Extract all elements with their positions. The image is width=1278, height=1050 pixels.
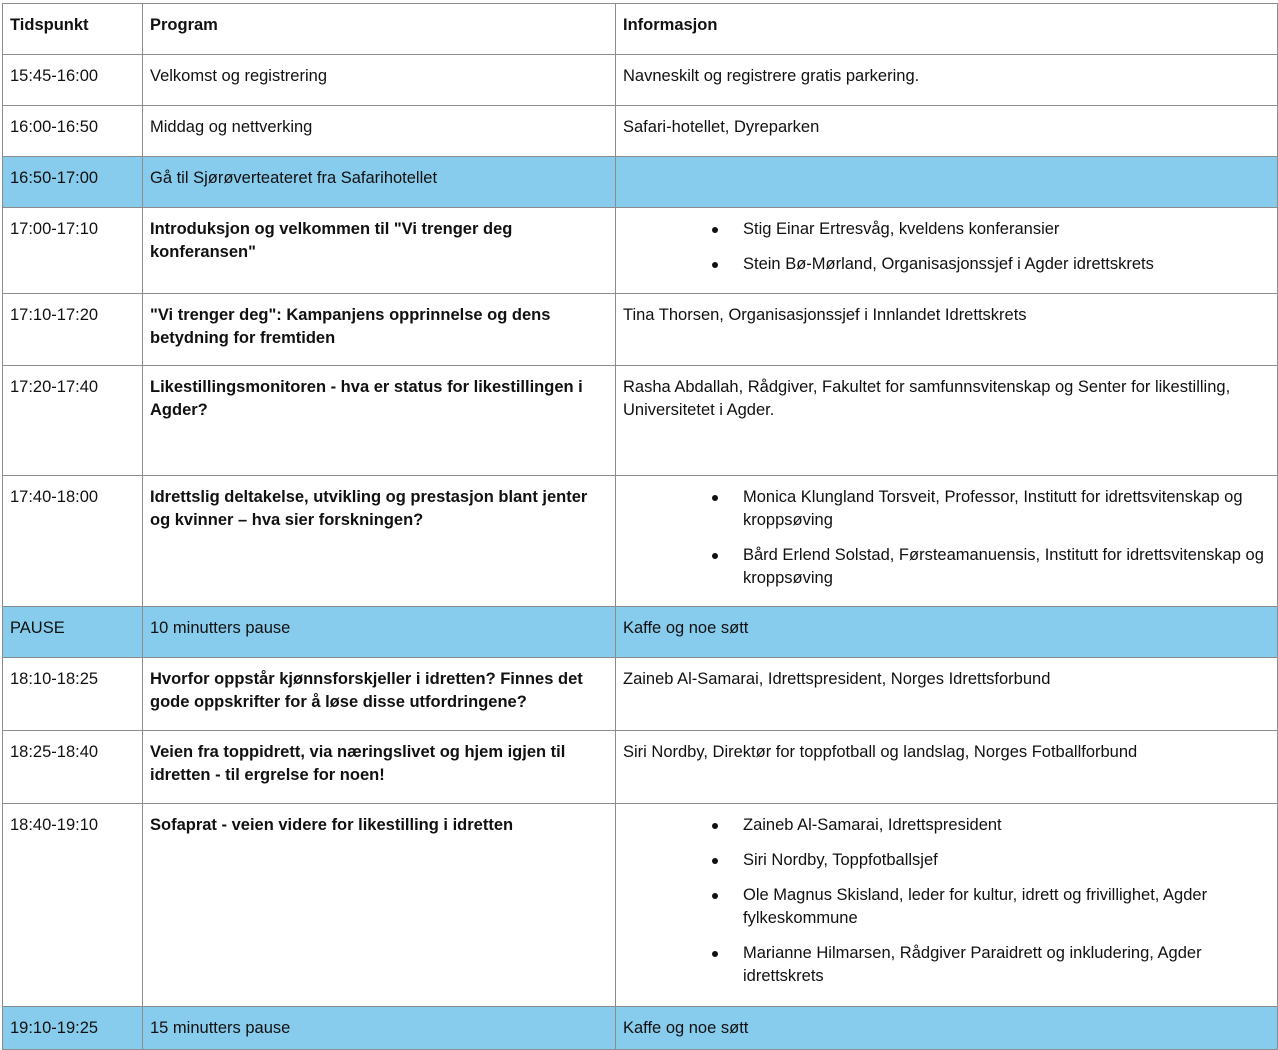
list-item: Stig Einar Ertresvåg, kveldens konferansier	[623, 218, 1270, 241]
table-row	[3, 804, 1278, 1007]
list-item: Bård Erlend Solstad, Førsteamanuensis, Institutt for idrettsvitenskap og kroppsøving	[623, 544, 1270, 590]
info-cell: Safari-hotellet, Dyreparken	[616, 106, 1278, 157]
time-cell: PAUSE	[3, 607, 143, 658]
table-row	[3, 476, 1278, 607]
list-item: Ole Magnus Skisland, leder for kultur, idrett og frivillighet, Agder fylkeskommune	[623, 884, 1270, 930]
time-cell: 18:40-19:10	[3, 804, 143, 1007]
agenda-table	[2, 3, 1278, 1050]
table-row-highlighted	[3, 607, 1278, 658]
table-row	[3, 294, 1278, 366]
info-cell	[616, 804, 1278, 1007]
list-item: Monica Klungland Torsveit, Professor, Institutt for idrettsvitenskap og kroppsøving	[623, 486, 1270, 532]
program-cell: Sofaprat - veien videre for likestilling i idretten	[143, 804, 616, 1007]
time-cell: 16:50-17:00	[3, 157, 143, 208]
list-item: Siri Nordby, Toppfotballsjef	[623, 849, 1270, 872]
info-cell	[616, 476, 1278, 607]
header-time: Tidspunkt	[3, 4, 143, 55]
bullet-icon	[712, 495, 718, 501]
table-row	[3, 658, 1278, 731]
time-cell: 17:10-17:20	[3, 294, 143, 366]
table-row-highlighted	[3, 157, 1278, 208]
program-cell: Introduksjon og velkommen til "Vi trenger deg konferansen"	[143, 208, 616, 294]
program-cell: Veien fra toppidrett, via næringslivet og hjem igjen til idretten - til ergrelse for noen!	[143, 731, 616, 804]
bullet-icon	[712, 893, 718, 899]
info-cell	[616, 157, 1278, 208]
info-cell: Rasha Abdallah, Rådgiver, Fakultet for samfunnsvitenskap og Senter for likestilling, Universitetet i Agder.	[616, 366, 1278, 476]
program-cell: Likestillingsmonitoren - hva er status for likestillingen i Agder?	[143, 366, 616, 476]
speaker-list	[623, 218, 1270, 276]
table-row	[3, 208, 1278, 294]
list-item: Marianne Hilmarsen, Rådgiver Paraidrett og inkludering, Agder idrettskrets	[623, 942, 1270, 988]
table-row	[3, 55, 1278, 106]
program-cell: Idrettslig deltakelse, utvikling og prestasjon blant jenter og kvinner – hva sier forskningen?	[143, 476, 616, 607]
bullet-icon	[712, 858, 718, 864]
header-info: Informasjon	[616, 4, 1278, 55]
time-cell: 15:45-16:00	[3, 55, 143, 106]
info-cell: Siri Nordby, Direktør for toppfotball og landslag, Norges Fotballforbund	[616, 731, 1278, 804]
info-cell: Tina Thorsen, Organisasjonssjef i Innlandet Idrettskrets	[616, 294, 1278, 366]
time-cell: 17:00-17:10	[3, 208, 143, 294]
program-cell: Gå til Sjørøverteateret fra Safarihotellet	[143, 157, 616, 208]
bullet-icon	[712, 227, 718, 233]
info-cell: Kaffe og noe søtt	[616, 1007, 1278, 1050]
bullet-icon	[712, 951, 718, 957]
info-cell	[616, 208, 1278, 294]
list-item: Zaineb Al-Samarai, Idrettspresident	[623, 814, 1270, 837]
table-row	[3, 106, 1278, 157]
info-cell: Zaineb Al-Samarai, Idrettspresident, Norges Idrettsforbund	[616, 658, 1278, 731]
program-cell: Hvorfor oppstår kjønnsforskjeller i idretten? Finnes det gode oppskrifter for å løse disse utfordringene?	[143, 658, 616, 731]
time-cell: 18:10-18:25	[3, 658, 143, 731]
time-cell: 16:00-16:50	[3, 106, 143, 157]
table-row	[3, 366, 1278, 476]
header-row	[3, 4, 1278, 55]
time-cell: 19:10-19:25	[3, 1007, 143, 1050]
header-program: Program	[143, 4, 616, 55]
program-cell: 10 minutters pause	[143, 607, 616, 658]
time-cell: 18:25-18:40	[3, 731, 143, 804]
program-cell: Middag og nettverking	[143, 106, 616, 157]
table-row-highlighted	[3, 1007, 1278, 1050]
speaker-list	[623, 814, 1270, 988]
bullet-icon	[712, 553, 718, 559]
time-cell: 17:40-18:00	[3, 476, 143, 607]
info-cell: Kaffe og noe søtt	[616, 607, 1278, 658]
program-cell: Velkomst og registrering	[143, 55, 616, 106]
list-item: Stein Bø-Mørland, Organisasjonssjef i Agder idrettskrets	[623, 253, 1270, 276]
info-cell: Navneskilt og registrere gratis parkering.	[616, 55, 1278, 106]
speaker-list	[623, 486, 1270, 590]
program-cell: 15 minutters pause	[143, 1007, 616, 1050]
table-row	[3, 731, 1278, 804]
time-cell: 17:20-17:40	[3, 366, 143, 476]
program-cell: "Vi trenger deg": Kampanjens opprinnelse og dens betydning for fremtiden	[143, 294, 616, 366]
bullet-icon	[712, 823, 718, 829]
bullet-icon	[712, 262, 718, 268]
